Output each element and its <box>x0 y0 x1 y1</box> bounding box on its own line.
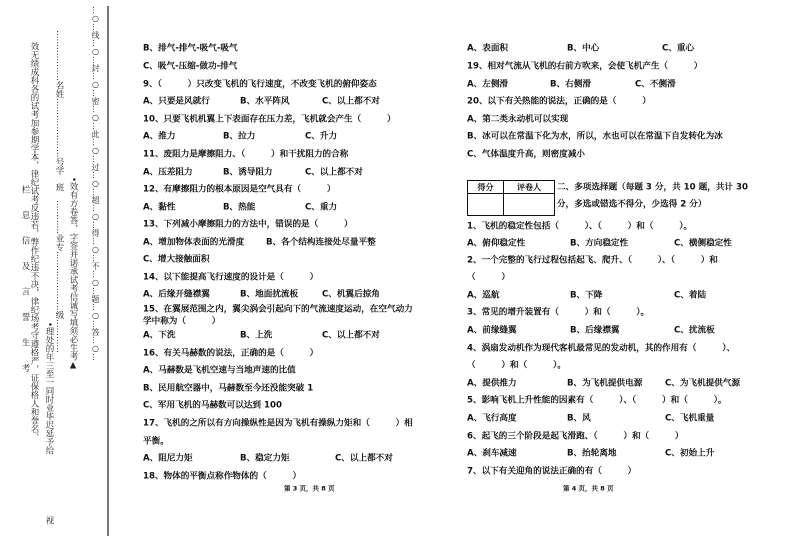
m6-stem: 6、起飞的三个阶段是起飞滑跑、（ ）和（ ） <box>467 431 684 442</box>
m4-option-b: B、为飞机提供电源 <box>567 378 643 389</box>
q14-stem: 14、以下能提高飞行速度的设计是（ ） <box>143 272 319 283</box>
q18-option-b: B、中心 <box>567 43 600 54</box>
q15-option-b: B、上洗 <box>240 330 273 341</box>
score-header: 得分 <box>468 181 504 194</box>
q14-option-a: A、后缘开缝襟翼 <box>143 289 210 300</box>
q8-option-b: B、排气-排气-吸气-吸气 <box>143 43 238 54</box>
q14-option-c: C、机翼后掠角 <box>322 289 380 300</box>
q19-option-c: C、不侧滑 <box>635 79 676 90</box>
integrity-pledge-heading: 栏 息 信 及 言 誓 生 考 <box>20 185 30 372</box>
q18-option-a: A、表面积 <box>467 43 509 54</box>
exam-notice-3: 视 <box>44 516 54 525</box>
q11-option-c: C、以上都不对 <box>305 167 363 178</box>
integrity-pledge: 效无绩成科各的试考加参期学本，律纪试考反违若，弊作纪违不决，律纪场考守遵格严，证保格人和誉名、 <box>29 42 39 442</box>
m5-option-a: A、飞行高度 <box>467 413 517 424</box>
m6-option-c: C、初始上升 <box>665 448 715 459</box>
q12-option-a: A、黏性 <box>143 202 176 213</box>
grader-header: 评卷人 <box>504 181 555 194</box>
q16-option-b: B、民用航空器中，马赫数至今还没能突破 1 <box>143 383 314 394</box>
m1-option-b: B、方向稳定性 <box>570 238 629 249</box>
m3-stem: 3、常见的增升装置有（ ）和（ ）。 <box>467 307 650 318</box>
q14-option-b: B、地面扰流板 <box>240 289 299 300</box>
m3-option-c: C、扰流板 <box>674 325 715 336</box>
m4-stem: 4、涡扇发动机作为现代客机最常见的发动机，其的作用有（ ）、 <box>467 343 736 354</box>
m2-option-a: A、巡航 <box>467 290 500 301</box>
m2-stem: 2、一个完整的飞行过程包括起飞、爬升、（ ）、（ ）和 <box>467 255 718 266</box>
q8-option-c: C、吸气-压缩-做功-排气 <box>143 61 238 72</box>
binding-line <box>107 6 109 536</box>
m3-option-a: A、前缘缝翼 <box>467 325 517 336</box>
q11-option-a: A、压差阻力 <box>143 167 193 178</box>
q11-stem: 11、废阻力是摩擦阻力、（ ）和干扰阻力的合称 <box>143 149 349 160</box>
m1-stem: 1、飞机的稳定性包括（ ）、（ ）和（ ）。 <box>467 221 693 232</box>
q13-option-c: C、增大接触面积 <box>143 254 210 265</box>
q12-option-c: C、重力 <box>305 202 338 213</box>
m6-option-b: B、抬轮离地 <box>567 448 617 459</box>
grader-cell <box>504 194 555 216</box>
m5-stem: 5、影响飞机上升性能的因素有（ ）、（ ）和（ ）。 <box>467 395 727 406</box>
q19-stem: 19、相对气流从飞机的右前方吹来，会使飞机产生（ ） <box>467 61 703 72</box>
q15-option-c: C、以上都不对 <box>322 330 380 341</box>
q16-option-a: A、马赫数是飞机空速与当地声速的比值 <box>143 365 296 376</box>
m5-option-c: C、飞机重量 <box>665 413 715 424</box>
exam-notice-2: •理处的年三至一同时业毕迟延予给 <box>44 322 54 455</box>
m2-option-c: C、着陆 <box>674 290 707 301</box>
q9-option-b: B、水平阵风 <box>240 96 290 107</box>
q15-option-a: A、下洗 <box>143 330 176 341</box>
m2-stem-cont: （ ） <box>467 272 510 283</box>
m7-stem: 7、以下有关迎角的说法正确的有（ ） <box>467 466 637 477</box>
m3-option-b: B、后缘襟翼 <box>570 325 620 336</box>
student-info-fields: ………………名姓…………………号学 班 …………业专…………………级………… <box>54 30 64 353</box>
q19-option-a: A、左侧滑 <box>467 79 509 90</box>
q18-stem: 18、物体的平衡点称作物体的（ ） <box>143 471 302 482</box>
m1-option-a: A、俯仰稳定性 <box>467 238 526 249</box>
q13-option-a: A、增加物体表面的光滑度 <box>143 237 245 248</box>
q20-option-a: A、第二类永动机可以实现 <box>467 114 569 125</box>
q16-option-c: C、军用飞机的马赫数可以达到 100 <box>143 400 282 411</box>
seal-line: …○…线…○…封…○…密…○…此…○…过…○…超…○…得…○…不…○…题…○…答…○… <box>91 6 100 361</box>
q17-option-c: C、以上都不对 <box>335 453 393 464</box>
m6-option-a: A、刹车减速 <box>467 448 517 459</box>
q20-option-b: B、冰可以在常温下化为水，所以，水也可以在常温下自发转化为冰 <box>467 131 723 142</box>
q15-stem: 15、在翼展范围之内，翼尖涡会引起向下的气流速度运动，在空气动力 <box>143 304 413 315</box>
q9-stem: 9、（ ）只改变飞机的飞行速度，不改变飞机的俯仰姿态 <box>143 79 377 90</box>
q10-option-a: A、推力 <box>143 131 176 142</box>
m2-option-b: B、下降 <box>570 290 603 301</box>
m4-stem-cont: （ ）和（ ）。 <box>467 360 566 371</box>
q11-option-b: B、诱导阻力 <box>223 167 273 178</box>
q10-option-b: B、拉力 <box>223 131 256 142</box>
q10-option-c: C、升力 <box>305 131 338 142</box>
q20-option-c: C、气体温度升高，则密度减小 <box>467 149 586 160</box>
q9-option-c: C、以上都不对 <box>322 96 380 107</box>
q17-stem: 17、飞机的之所以有方向操纵性是因为飞机有操纵力矩和（ ）相 <box>143 418 413 429</box>
q9-option-a: A、只要是风就行 <box>143 96 210 107</box>
q12-option-b: B、热能 <box>223 202 256 213</box>
m4-option-a: A、提供推力 <box>467 378 517 389</box>
page-footer-left: 第 3 页，共 8 页 <box>284 484 335 493</box>
section2-title: 二、多项选择题（每题 3 分，共 10 题，共计 30 <box>557 182 748 193</box>
q17-option-a: A、阻尼力矩 <box>143 453 193 464</box>
q12-stem: 12、有摩擦阻力的根本原因是空气具有（ ） <box>143 184 336 195</box>
q13-option-b: B、各个结构连接处尽量平整 <box>266 237 376 248</box>
m1-option-c: C、横侧稳定性 <box>674 238 732 249</box>
m5-option-b: B、风 <box>567 413 591 424</box>
score-cell <box>468 194 504 216</box>
section2-title-cont: 分，多选或错选不得分，少选得 2 分） <box>557 199 707 210</box>
q19-option-b: B、右侧滑 <box>550 79 591 90</box>
score-table <box>467 180 555 216</box>
page-footer-right: 第 4 页，共 8 页 <box>563 484 614 493</box>
q13-stem: 13、下列减小摩擦阻力的方法中，错误的是（ ） <box>143 219 353 230</box>
q20-stem: 20、以下有关热能的说法，正确的是（ ） <box>467 96 651 107</box>
q17-stem-cont: 平衡。 <box>143 436 169 447</box>
q18-option-c: C、重心 <box>662 43 695 54</box>
q17-option-b: B、稳定力矩 <box>240 453 290 464</box>
q10-stem: 10、只要飞机机翼上下表面存在压力差，飞机就会产生（ ） <box>143 114 396 125</box>
q16-stem: 16、有关马赫数的说法，正确的是（ ） <box>143 348 319 359</box>
exam-notice: •效有方卷答，字签并诺承试考信诚写填须必生考▲ <box>68 177 78 371</box>
m4-option-c: C、为飞机提供气源 <box>665 378 741 389</box>
q15-stem-cont: 学中称为（ ） <box>143 316 221 327</box>
